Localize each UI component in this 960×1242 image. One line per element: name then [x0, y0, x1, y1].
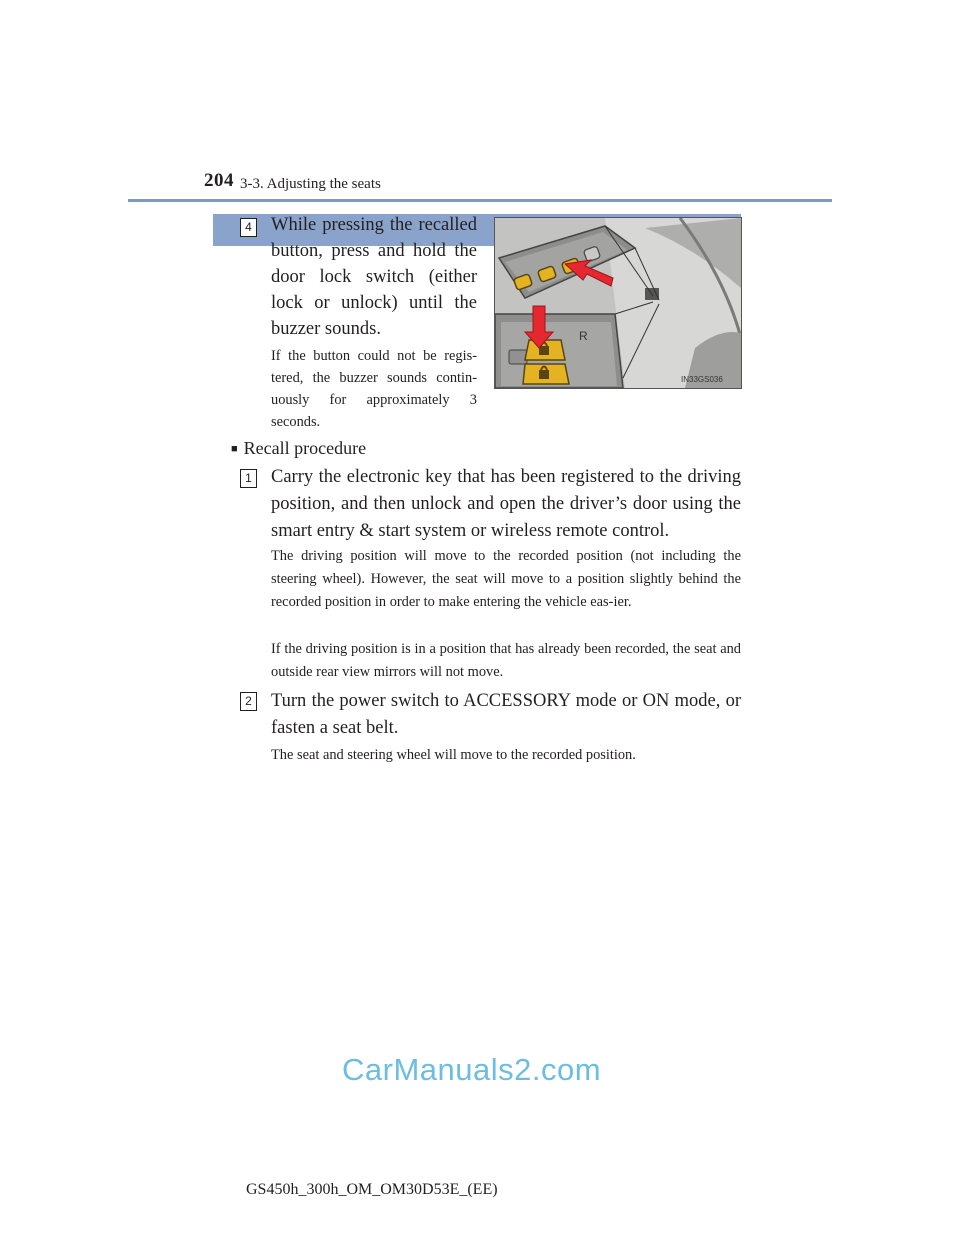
step-number-4: 4: [240, 218, 257, 237]
step-1-note-1: The driving position will move to the recorded position (not including the steering wheel). However, the seat will move to a position slightly behind the recorded position in order to make entering the vehicle eas-ier.: [271, 548, 741, 610]
step-number-1: 1: [240, 469, 257, 488]
step-4-note: If the button could not be regis-tered, the buzzer sounds contin-uously for approximately 3 seconds.: [271, 348, 477, 430]
step-2-note: The seat and steering wheel will move to the recorded position.: [271, 747, 636, 763]
page-number: 204: [204, 170, 234, 191]
door-switch-illustration: [494, 217, 742, 389]
recall-heading-text: Recall procedure: [243, 438, 367, 458]
illustration-svg: [495, 218, 741, 388]
step-1-note-2: If the driving position is in a position that has already been recorded, the seat and outside rear view mirrors will not move.: [271, 641, 741, 680]
header-rule: [128, 199, 832, 202]
document-code: GS450h_300h_OM_OM30D53E_(EE): [246, 1181, 498, 1198]
svg-text:R: R: [579, 329, 588, 343]
step-2-instruction: Turn the power switch to ACCESSORY mode or ON mode, or fasten a seat belt.: [271, 691, 741, 738]
watermark-logo: CarManuals2.com: [342, 1052, 602, 1087]
step-4-instruction: While pressing the recalled button, press and hold the door lock switch (either lock or unlock) until the buzzer sounds.: [271, 215, 477, 339]
figure-code: IN33GS036: [681, 375, 723, 384]
step-number-2: 2: [240, 692, 257, 711]
section-title: 3-3. Adjusting the seats: [240, 176, 381, 192]
recall-procedure-heading: [231, 438, 366, 459]
step-1-instruction: Carry the electronic key that has been registered to the driving position, and then unlock and open the driver’s door using the smart entry & start system or wireless remote control.: [271, 467, 741, 541]
bullet-square-icon: ■: [231, 443, 238, 455]
